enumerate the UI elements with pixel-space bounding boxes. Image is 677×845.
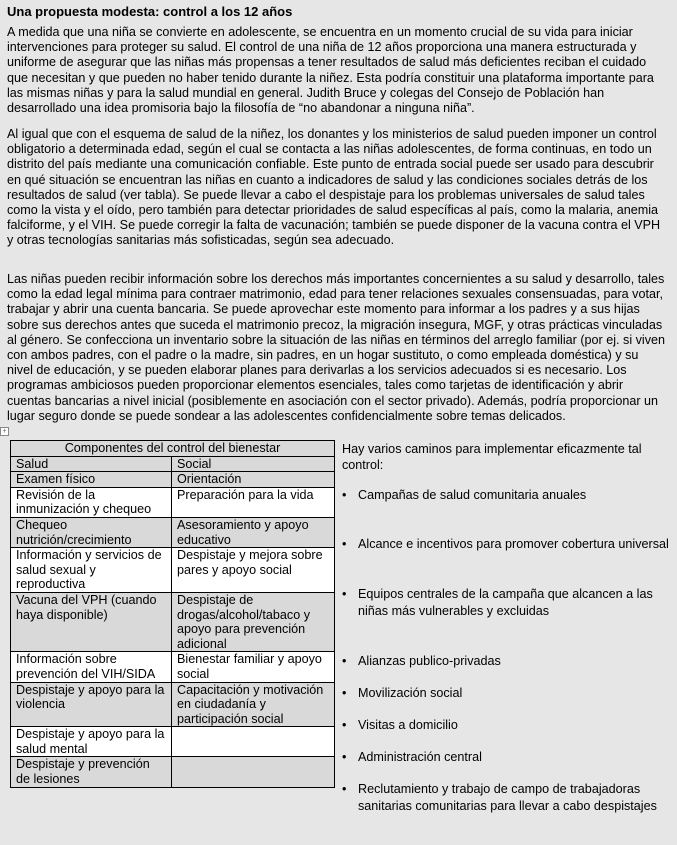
list-item	[342, 749, 677, 766]
table-row	[11, 682, 335, 727]
bullet-icon: •	[342, 686, 347, 700]
paragraph-rights: Las niñas pueden recibir información sobre los derechos más importantes concernientes a su salud y desarrollo, tales como la edad legal mínima para contraer matrimonio, edad para tener relaciones sexuales consensuadas, para votar, trabajar y abrir una cuenta bancaria. Se puede aprovechar este momento para informar a los padres y a sus hijas sobre sus derechos antes que suceda el matrimonio precoz, la migración insegura, MGF, y otras prácticas vinculadas al género. Se confecciona un inventario sobre la situación de las niñas en términos del arreglo familiar (por ej. si viven con ambos padres, con el padre o la madre, sin padres, en un hogar sustituto, o como empleada doméstica) y su nivel de educación, y se pueden elaborar planes para derivarlas a los servicios adecuados si es necesario. Los programas ambiciosos pueden proporcionar elementos esenciales, tales como tarjetas de identificación y abrir cuentas bancarias a nivel inicial (posiblemente en asociación con el sector privado). Además, podría proporcionar un lugar seguro donde se puede sondear a las adolescentes confidencialmente sobre temas delicados.	[7, 272, 666, 423]
social-cell: Capacitación y motivación en ciudadanía y participación social	[172, 682, 335, 727]
health-cell: Examen físico	[11, 472, 172, 488]
health-cell: Vacuna del VPH (cuando haya disponible)	[11, 592, 172, 651]
bullet-icon: •	[342, 488, 347, 502]
bullet-icon: •	[342, 750, 347, 764]
implementation-intro: Hay varios caminos para implementar eficazmente tal control:	[342, 442, 642, 472]
list-item	[342, 781, 677, 815]
health-cell: Despistaje y apoyo para la salud mental	[11, 727, 172, 757]
list-item	[342, 586, 677, 620]
table-row	[11, 487, 335, 517]
health-cell: Despistaje y prevención de lesiones	[11, 757, 172, 787]
table-row	[11, 472, 335, 488]
bullet-icon: •	[342, 654, 347, 668]
social-cell: Asesoramiento y apoyo educativo	[172, 517, 335, 547]
list-item-text: Visitas a domicilio	[358, 718, 458, 732]
health-cell: Revisión de la inmunización y chequeo	[11, 487, 172, 517]
table-caption: Componentes del control del bienestar	[11, 441, 335, 457]
move-anchor-icon[interactable]: +	[0, 427, 9, 436]
list-item-text: Alcance e incentivos para promover cobertura universal	[358, 537, 669, 551]
list-item	[342, 653, 677, 670]
paragraph-intro: A medida que una niña se convierte en adolescente, se encuentra en un momento crucial de su vida para iniciar intervenciones para proteger su salud. El control de una niña de 12 años proporciona una manera estructurada y uniforme de asegurar que las niñas más propensas a tener resultados de salud más deficientes reciban el cuidado que necesitan y que pueden no haber tenido durante la niñez. Esta podría constituir una plataforma importante para las mismas niñas y para la salud mundial en general. Judith Bruce y colegas del Consejo de Población han desarrollado una idea promisoria bajo la filosofía de “no abandonar a ninguna niña”.	[7, 25, 654, 116]
bullet-icon: •	[342, 782, 347, 796]
list-item-text: Campañas de salud comunitaria anuales	[358, 488, 587, 502]
social-cell: Despistaje y mejora sobre pares y apoyo social	[172, 548, 335, 593]
column-header-health: Salud	[11, 456, 172, 472]
paragraph-checkup: Al igual que con el esquema de salud de la niñez, los donantes y los ministerios de salud pueden imponer un control obligatorio a determinada edad, según el cual se contacta a las niñas adolescentes, de forma continuas, en todo un distrito del país mediante una comunicación confiable. Este punto de entrada social puede ser usado para descubrir en qué situación se encuentran las niñas en cuanto a indicadores de salud y las condiciones sociales detrás de los resultados de salud (ver tabla). Se puede llevar a cabo el despistaje para los problemas universales de salud tales como la vista y el oído, pero también para detectar prioridades de salud específicas al país, como la malaria, anemia falciforme, y el VIH. Se puede corregir la falta de vacunación; también se puede disponer de la vacuna contra el VPH y otras tecnologías sanitarias más sofisticadas, según sea adecuado.	[7, 127, 661, 248]
list-item	[342, 717, 677, 734]
list-item-text: Reclutamiento y trabajo de campo de trabajadoras sanitarias comunitarias para llevar a cabo despistajes	[358, 782, 657, 813]
table-row	[11, 727, 335, 757]
social-cell: Orientación	[172, 472, 335, 488]
list-item	[342, 487, 677, 504]
wellbeing-components-table	[10, 440, 335, 788]
table-row	[11, 652, 335, 682]
health-cell: Información y servicios de salud sexual y reproductiva	[11, 548, 172, 593]
health-cell: Despistaje y apoyo para la violencia	[11, 682, 172, 727]
table-row	[11, 548, 335, 593]
list-item-text: Movilización social	[358, 686, 463, 700]
social-cell: Preparación para la vida	[172, 487, 335, 517]
list-item-text: Alianzas publico-privadas	[358, 654, 501, 668]
table-row	[11, 592, 335, 651]
bullet-icon: •	[342, 537, 347, 551]
health-cell: Chequeo nutrición/crecimiento	[11, 517, 172, 547]
list-item-text: Administración central	[358, 750, 482, 764]
social-cell	[172, 727, 335, 757]
page-title: Una propuesta modesta: control a los 12 años	[7, 4, 293, 19]
table-row	[11, 757, 335, 787]
social-cell	[172, 757, 335, 787]
bullet-icon: •	[342, 718, 347, 732]
bullet-icon: •	[342, 587, 347, 601]
list-item-text: Equipos centrales de la campaña que alcancen a las niñas más vulnerables y excluidas	[358, 587, 653, 618]
social-cell: Bienestar familiar y apoyo social	[172, 652, 335, 682]
social-cell: Despistaje de drogas/alcohol/tabaco y apoyo para prevención adicional	[172, 592, 335, 651]
table-row	[11, 517, 335, 547]
list-item	[342, 685, 677, 702]
list-item	[342, 536, 677, 553]
column-header-social: Social	[172, 456, 335, 472]
health-cell: Información sobre prevención del VIH/SIDA	[11, 652, 172, 682]
